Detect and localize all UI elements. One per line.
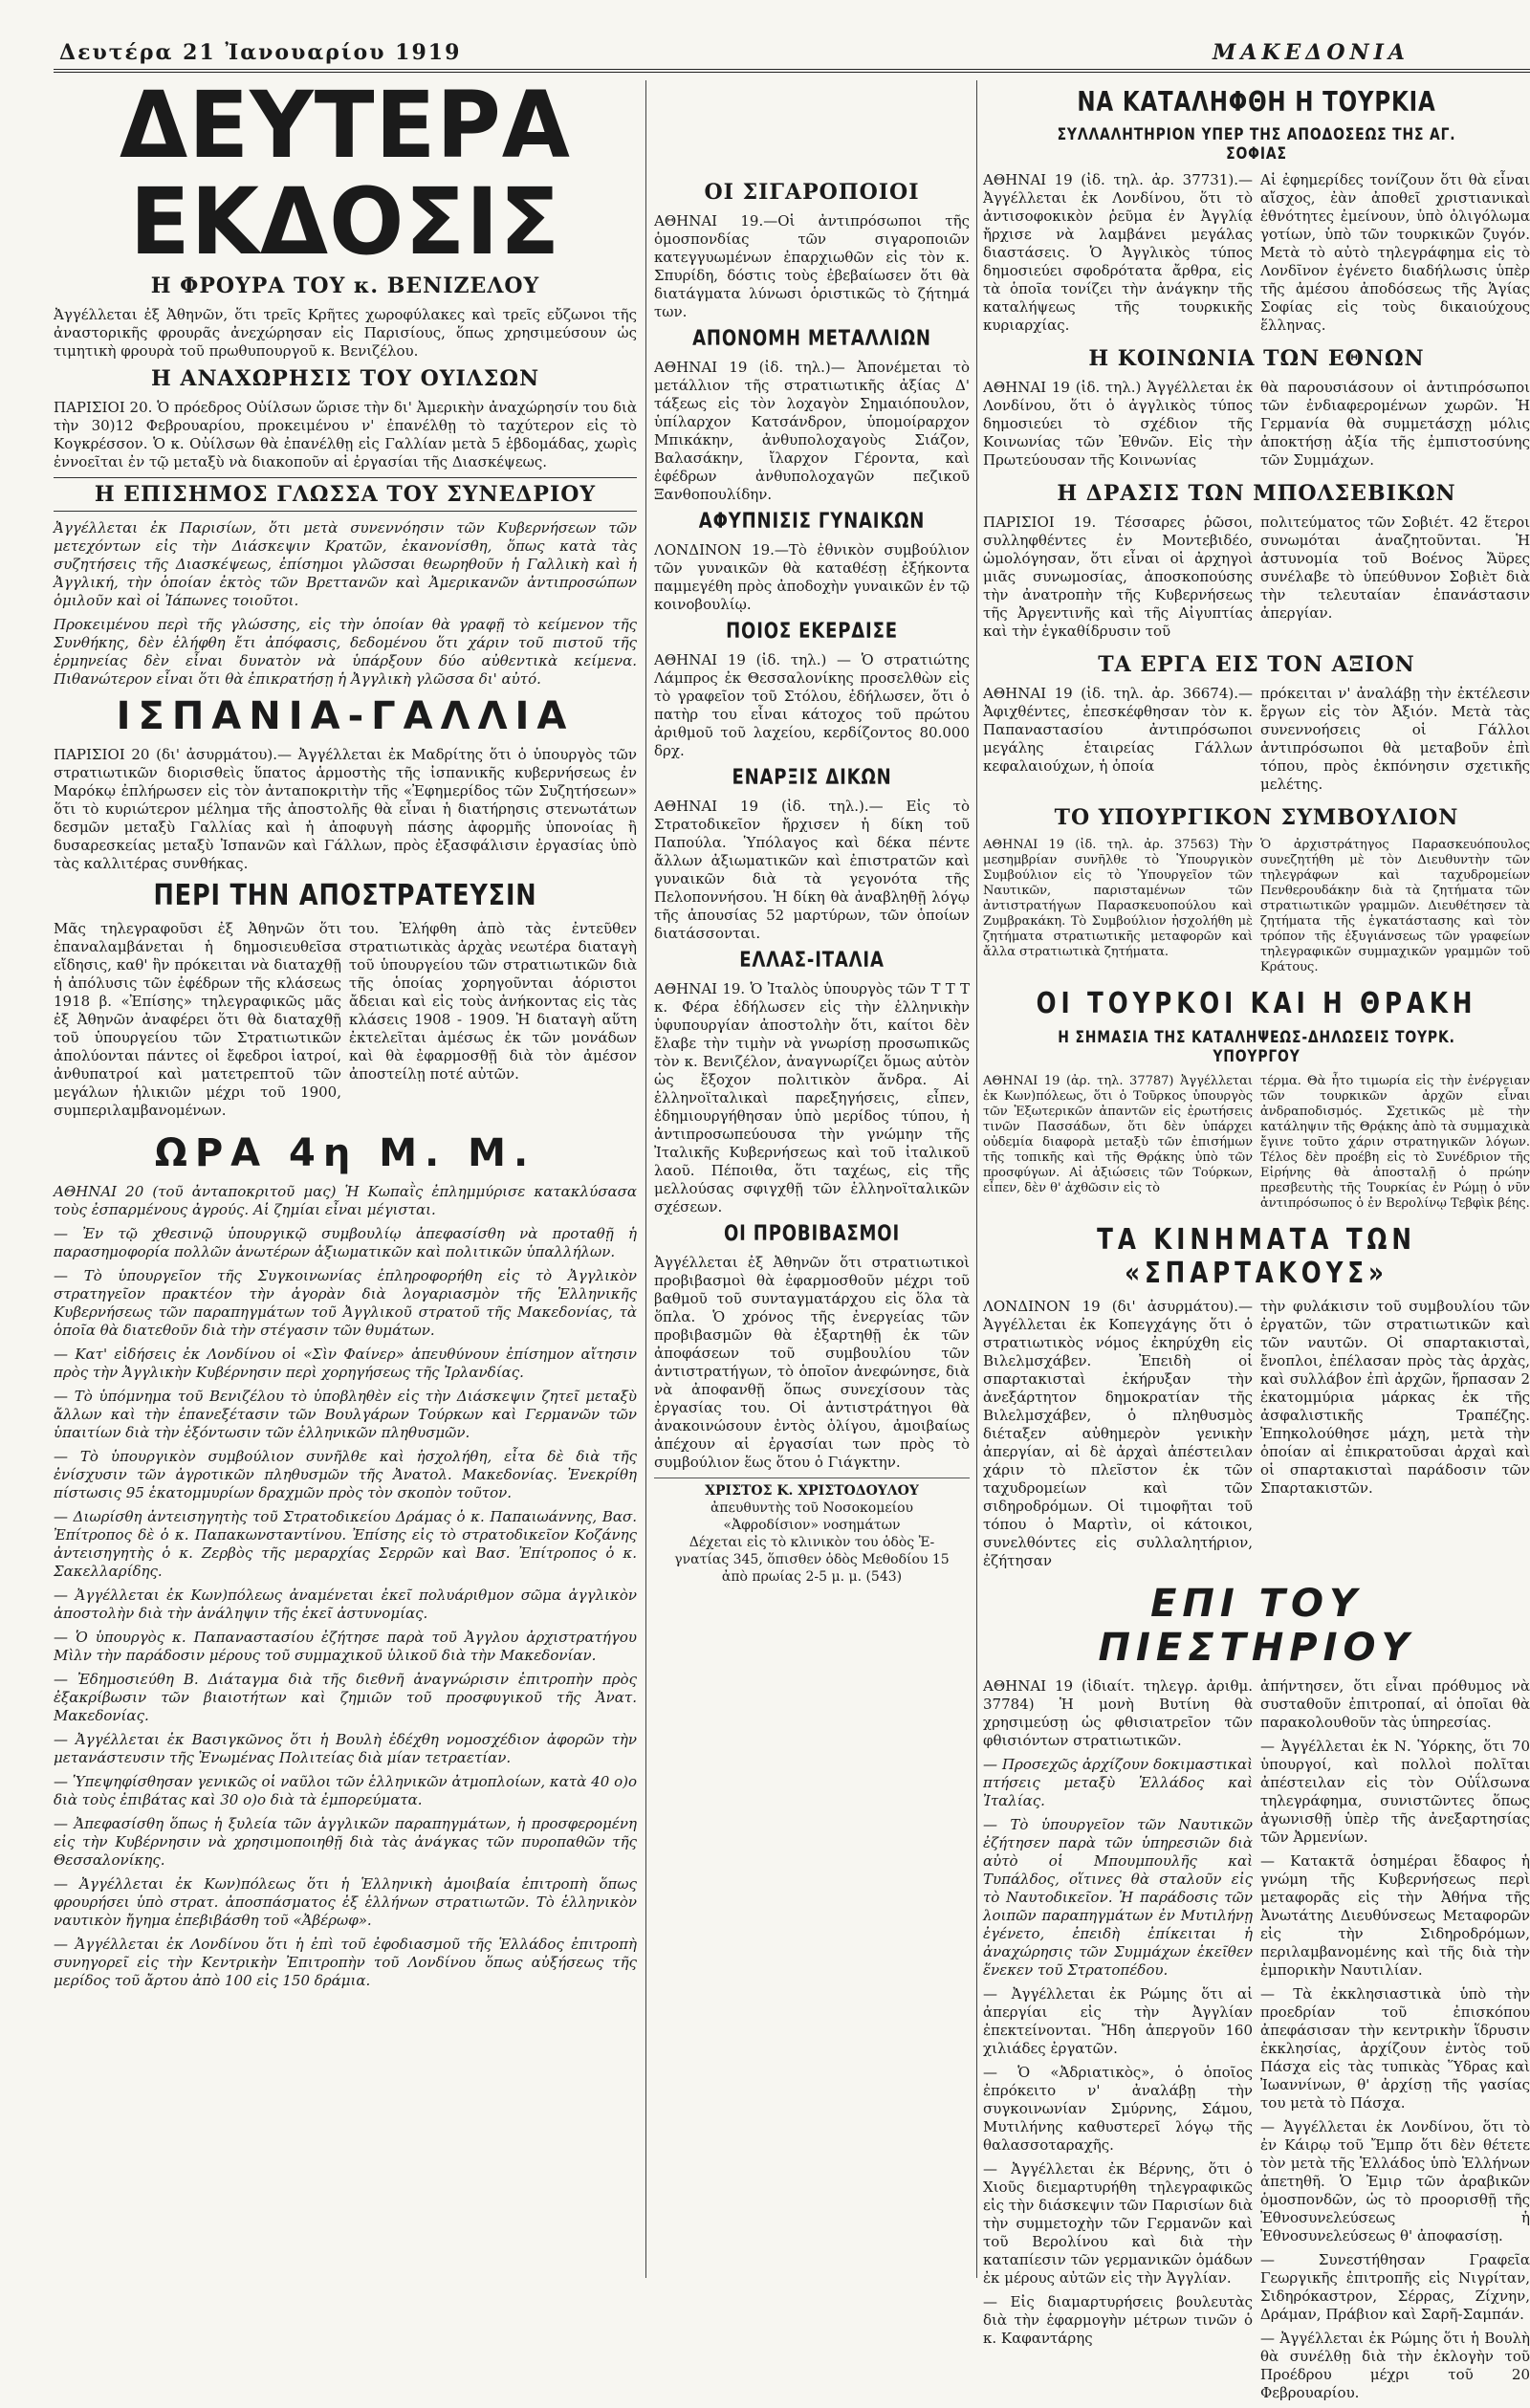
- article-heading: ΙΣΠΑΝΙΑ-ΓΑΛΛΙΑ: [116, 694, 575, 738]
- article-heading: ΝΑ ΚΑΤΑΛΗΦΘΗ Η ΤΟΥΡΚΙΑ: [1077, 86, 1436, 118]
- ad-name: ΧΡΙΣΤΟΣ Κ. ΧΡΙΣΤΟΔΟΥΛΟΥ: [705, 1483, 919, 1499]
- article-text: — Ἀγγέλλεται ἐκ Λονδίνου, ὅτι τὸ ἐν Κάιρῳ τοῦ Ἔμπρ ὅτι δὲν θέτετε τὸν μετὰ τῆς Ἑλλάδος ὑπὸ Ἑλλήνων ἀπετηθῆ. Ὁ Ἐμιρ τῶν ἀραβικῶν ὁμοσπονδῶν, ὡς τὸ προορισθῇ τῆς Ἐθνοσυνελεύσεως ἡ Ἐθνοσυνελεύσεως θ' ἀποφασίσῃ.: [1260, 2118, 1530, 2244]
- article-text: ΑΘΗΝΑΙ 19 (ἰδ. τηλ.)— Ἀπονέμεται τὸ μετάλλιον τῆς στρατιωτικῆς ἀξίας Δ' τάξεως εἰς τὸν λοχαγὸν Σημαιόπουλον, ὑπίλαρχον Κατσάνδρον, ὑπομοίραρχον Μπικάκην, ἀνθυπολοχαγοὺς Σιάζον, Βαλασάκην, ἴλαρχον Γέροντα, καὶ ἐφέδρων ἀνθυπολοχαγῶν πεζικοῦ Ξανθοπουλίδην.: [654, 359, 970, 503]
- article-text: — Ὑπεψηφίσθησαν γενικῶς οἱ ναῦλοι τῶν ἑλληνικῶν ἀτμοπλοίων, κατὰ 40 ο)ο διὰ τοὺς ἐπιβάτας καὶ 30 ο)ο διὰ τὰ ἐμπορεύματα.: [54, 1773, 637, 1808]
- article-heading: ΕΠΙ ΤΟΥ ΠΙΕΣΤΗΡΙΟΥ: [1098, 1582, 1415, 1670]
- article-text: του. Ἐλήφθη ἀπὸ τὰς ἐντεῦθεν στρατιωτικὰς ἀρχὰς νεωτέρα διαταγὴ τοῦ ὑπουργείου τῶν στρατιωτικῶν διὰ τῆς ὁποίας χορηγοῦνται ἀόριστοι ἄδειαι καὶ εἰς τοὺς ἀνήκοντας εἰς τὰς κλάσεις 1908 - 1909. Ἡ διαταγὴ αὕτη ἐκτελεῖται ἀμέσως ἐκ τῶν μονάδων καὶ θὰ ἐφαρμοσθῇ διὰ τὸν ἀμέσον ἀποστείλῃ ποτέ αὐτῶν.: [349, 920, 637, 1083]
- article-heading: ΟΙ ΣΙΓΑΡΟΠΟΙΟΙ: [704, 180, 920, 205]
- article-text: — Ἀγγέλλεται ἐκ Κων)πόλεως ἀναμένεται ἐκεῖ πολυάριθμον σῶμα ἀγγλικὸν ἀποστολὴν διὰ τὴν ἀνάληψιν τῆς ἐκεῖ ἀστυνομίας.: [54, 1587, 637, 1622]
- article-text: ΑΘΗΝΑΙ 19 (ἀρ. τηλ. 37787) Ἀγγέλλεται ἐκ Κων)πόλεως, ὅτι ὁ Τοῦρκος ὑπουργὸς τῶν Ἐξωτερικῶν ἀπαντῶν εἰς ἐρωτήσεις τινῶν Πασσάδων, ὅτι δὲν ὑπάρχει οὐδεμία διαφορὰ μεταξὺ τῶν ἐπισήμων τῆς τοπικῆς καὶ τῆς Θρᾴκης ὑπὸ τῶν προσφύγων. Αἱ ἀξιώσεις τῶν Τούρκων, εἶπεν, δὲν θ' ἀχθῶσιν εἰς τὸ: [983, 1074, 1253, 1195]
- article-heading: ΕΛΛΑΣ-ΙΤΑΛΙΑ: [739, 949, 885, 973]
- article-text: ΑΘΗΝΑΙ 19 (ἰδιαίτ. τηλεγρ. ἀριθμ. 37784) Ἡ μονὴ Βυτίνη θὰ χρησιμεύσῃ ὡς φθισιατρεῖον τῶν φθισιόντων στρατιωτικῶν.: [983, 1677, 1253, 1749]
- article-text: — Ὁ ὑπουργὸς κ. Παπαναστασίου ἐζήτησε παρὰ τοῦ Ἀγγλου ἀρχιστρατήγου Μὶλν τὴν παράδοσιν μέρους τοῦ συμμαχικοῦ ὑλικοῦ διὰ τὴν Μακεδονίαν.: [54, 1629, 637, 1664]
- article-text: — Διωρίσθη ἀντεισηγητὴς τοῦ Στρατοδικείου Δράμας ὁ κ. Παπαιωάννης, Βασ. Ἐπίτροπος δὲ ὁ κ. Παπακωνσταντίνου. Ἐπίσης εἰς τὸ στρατοδικεῖον Κοζάνης ἀντεισηγητὴς ὁ κ. Ζερβὸς τῆς μεραρχίας Σερρῶν καὶ Βασ. Ἐπίτροπος ὁ κ. Σακελλαρίδης.: [54, 1508, 637, 1580]
- article-text: — Τὸ ὑπουργεῖον τῆς Συγκοινωνίας ἐπληροφορήθη εἰς τὸ Ἀγγλικὸν στρατηγεῖον πρακτέον τὴν ἀγορὰν διὰ λογαριασμὸν τῆς Ἑλληνικῆς Κυβερνήσεως τῶν παραπηγμάτων τοῦ Ἀγγλικοῦ στρατοῦ τῆς Μακεδονίας, τὰ ὁποῖα θὰ διατεθοῦν διὰ τὴν στέγασιν τῶν θυμάτων.: [54, 1267, 637, 1339]
- ad-line: «Ἀφροδίσιον» νοσημάτων: [723, 1518, 901, 1533]
- article-text: τέρμα. Θὰ ἦτο τιμωρία εἰς τὴν ἐνέργειαν τῶν τουρκικῶν ἀρχῶν εἶναι ἀνδραποδισμός. Σχετικῶς μὲ τὴν κατάληψιν τῆς Θρᾴκης ἀπὸ τὰ συμμαχικὰ ἔγινε τοῦτο χάριν στρατηγικῶν λόγων. Τέλος δὲν προέβη εἰς τὸ Συνέδριον τῆς Εἰρήνης θὰ ἀποσταλῇ ὁ πρώην πρεσβευτὴς τῆς Τουρκίας ἐν Ρώμῃ ὁ νῦν ἀντιπρόσωπος ὁ ἐν Βερολίνῳ Τεβφὶκ βέης.: [1260, 1074, 1530, 1211]
- column-left: [54, 71, 637, 2280]
- article-text: — Συνεστήθησαν Γραφεῖα Γεωργικῆς ἐπιτροπῆς εἰς Νιγρίταν, Σιδηρόκαστρον, Σέρρας, Ζίχνην, Δράμαν, Πράβιον καὶ Σαρῆ-Σαμπάν.: [1260, 2251, 1530, 2323]
- article-text: πρόκειται ν' ἀναλάβῃ τὴν ἐκτέλεσιν ἔργων εἰς τὸν Ἀξιόν. Μετὰ τὰς συνεννοήσεις οἱ Γάλλοι ἀντιπρόσωποι θὰ μεταβοῦν ἐπὶ τόπου, πρὸς ἐκπόνησιν σχετικῆς μελέτης.: [1260, 685, 1530, 793]
- article-text: — Κατακτᾶ ὁσημέραι ἔδαφος ἡ γνώμη τῆς Κυβερνήσεως περὶ μεταφορᾶς εἰς τὴν Ἀθήνα τῆς Ἀνωτάτης Διευθύνσεως Μεταφορῶν εἰς τὴν Σιδηροδρόμων, περιλαμβανομένης καὶ τῆς διὰ τὴν ἐμπορικὴν Ναυτιλίαν.: [1260, 1852, 1530, 1979]
- article-text: ΠΑΡΙΣΙΟΙ 20. Ὁ πρόεδρος Οὐίλσων ὥρισε τὴν δι' Ἀμερικὴν ἀναχώρησίν του διὰ τὴν 30)12 Φεβρουαρίου, προκειμένου ν' ἐπανέλθῃ τὸ ταχύτερον εἰς τὸ Κογκρέσσον. Ὁ κ. Οὐίλσων θὰ ἐπανέλθῃ εἰς Γαλλίαν μετὰ 5 ἑβδομάδας, χωρὶς ἐννοεῖται ἐν τῷ μεταξὺ νὰ διακοποῦν αἱ ἐργασίαι τῆς Διασκέψεως.: [54, 399, 637, 471]
- article-text: ΠΑΡΙΣΙΟΙ 20 (δι' ἀσυρμάτου).— Ἀγγέλλεται ἐκ Μαδρίτης ὅτι ὁ ὑπουργὸς τῶν στρατιωτικῶν διορισθεὶς ὕπατος ἁρμοστὴς τῆς ἰσπανικῆς κυβερνήσεως ἐν Μαρόκῳ ἐπλήρωσεν εἰς τὸν ἀνταποκριτὴν τῆς «Ἐφημερίδος τῶν Συζητήσεων» ὅτι τὸ κυριώτερον μέλημα τῆς ἀποστολῆς θὰ εἶναι ἡ διατήρησις στενωτάτων δεσμῶν μεταξὺ Γαλλίας καὶ ἡ ἀποφυγὴ πάσης ἀφορμῆς ὑπονοίας ἢ δυσαρεσκείας μεταξὺ Ἰσπανῶν καὶ Γάλλων, πρὸς ἐξασφάλισιν ἐργασίας ὑπὸ τὰς καλλιτέρας συνθήκας.: [54, 746, 637, 872]
- article-text: ΑΘΗΝΑΙ 19 (ἰδ. τηλ.) Ἀγγέλλεται ἐκ Λονδίνου, ὅτι ὁ ἀγγλικὸς τύπος δημοσιεύει τὸ σχέδιον τῆς Κοινωνίας τῶν Ἐθνῶν. Εἰς τὴν Πρωτεύουσαν τῆς Κοινωνίας: [983, 379, 1253, 469]
- article-text: Ἀγγέλλεται ἐκ Παρισίων, ὅτι μετὰ συνεννόησιν τῶν Κυβερνήσεων τῶν μετεχόντων εἰς τὴν Διάσκεψιν Κρατῶν, ἐκανονίσθη, ὅπως κατὰ τὰς συζητήσεις τῆς Διασκέψεως, ἐπίσημοι γλῶσσαι θεωρηθοῦν ἡ Γαλλικὴ καὶ ἡ Ἀγγλική, τὴν ὁποίαν ἐκτὸς τῶν Βρεττανῶν καὶ Ἀμερικανῶν ἀντιπροσώπων ὁμιλοῦν καὶ οἱ Ἰάπωνες τοιοῦτοι.: [54, 519, 637, 609]
- article-text: — Προσεχῶς ἀρχίζουν δοκιμαστικαὶ πτήσεις μεταξὺ Ἑλλάδος καὶ Ἰταλίας.: [983, 1756, 1253, 1809]
- article-text: ΠΑΡΙΣΙΟΙ 19. Τέσσαρες ῥῶσοι, συλληφθέντες ἐν Μοντεβιδέο, ὡμολόγησαν, ὅτι εἶναι οἱ ἀρχηγοὶ μιᾶς συνωμοσίας, ἀποσκοπούσης τὴν ἀνατροπὴν τῆς Κυβερνήσεως τῆς Ἀργεντινῆς καὶ τῆς Αἰγυπτίας καὶ τὴν ἐγκαθίδρυσιν τοῦ: [983, 514, 1253, 640]
- article-text: ΑΘΗΝΑΙ 19 (ἰδ. τηλ.).— Εἰς τὸ Στρατοδικεῖον ἤρχισεν ἡ δίκη τοῦ Παπούλα. Ὑπόλαγος καὶ δέκα πέντε ἄλλων ἀξιωματικῶν καὶ ἐπιστρατῶν καὶ γυναικῶν διὰ τὰ γεγονότα τῆς Πελοποννήσου. Ἡ δίκη θὰ ἀναβληθῇ λόγῳ τῆς ἀπουσίας 52 μαρτύρων, τῶν ὁποίων διατάσσονται.: [654, 798, 970, 942]
- article-text: θὰ παρουσιάσουν οἱ ἀντιπρόσωποι τῶν ἐνδιαφερομένων χωρῶν. Ἡ Γερμανία θὰ συμμετάσχῃ μόλις ἀποκτήσῃ ἀξία τῆς ἐμπιστοσύνης τῶν Συμμάχων.: [1260, 379, 1530, 469]
- article-text: — Τὸ ὑπουργεῖον τῶν Ναυτικῶν ἐζήτησεν παρὰ τῶν ὑπηρεσιῶν διὰ αὐτὸ οἱ Μπουμπουλῆς καὶ Τυπάλδος, οἵτινες θὰ σταλοῦν εἰς τὸ Ναυτοδικεῖον. Ἡ παράδοσις τῶν λοιπῶν παραπηγμάτων ἐν Μυτιλήνῃ ἐγένετο, ἐπειδὴ ἐπίκειται ἡ ἀναχώρησις τῶν Συμμάχων ἐκεῖθεν ἕνεκεν τοῦ Στρατοπέδου.: [983, 1816, 1253, 1979]
- article-text: — Τὸ ὑπόμνημα τοῦ Βενιζέλου τὸ ὑποβληθὲν εἰς τὴν Διάσκεψιν ζητεῖ μεταξὺ ἄλλων καὶ τὴν ἐπανεξέτασιν τῶν Βουλγάρων Τούρκων καὶ Γερμανῶν τῶν ὑπαιτίων διὰ τὴν ἐξόντωσιν τῶν ἑλληνικῶν πληθυσμῶν.: [54, 1388, 637, 1441]
- column-rule: [645, 80, 646, 2278]
- two-column-block: [983, 171, 1530, 340]
- article-text: — Ἐδημοσιεύθη Β. Διάταγμα διὰ τῆς διεθνῆ ἀναγνώρισιν ἐπιτροπὴν πρὸς ἐξακρίβωσιν τῶν βιαιοτήτων καὶ ζημιῶν τοῦ προσφυγικοῦ τῆς Ἀνατ. Μακεδονίας.: [54, 1671, 637, 1724]
- page-header: [54, 38, 1530, 73]
- article-text: ΑΘΗΝΑΙ 19 (ἰδ. τηλ. ἀρ. 37731).— Ἀγγέλλεται ἐκ Λονδίνου, ὅτι τὸ ἀντισοφοκικὸν ῥεῦμα ἐν Ἀγγλίᾳ ἤρχισε νὰ λαμβάνει μεγάλας διαστάσεις. Ὁ Ἀγγλικὸς τύπος δημοσιεύει σφοδρότατα ἄρθρα, εἰς τὰ ὁποῖα τονίζει τὴν ἀνάγκην τῆς καταλήψεως τῆς τουρκικῆς κυριαρχίας.: [983, 171, 1253, 334]
- two-column-block: [983, 1074, 1530, 1217]
- article-text: — Ἀγγέλλεται ἐκ Ν. Ὑόρκης, ὅτι 70 ὑπουργοί, καὶ πολλοὶ πολῖται ἀπέστειλαν εἰς τὸν Οὐΐλσωνα τηλεγράφημα, συνιστῶντες ὅπως ἀγωνισθῇ ὑπὲρ τῆς ἀνεξαρτησίας τῶν Ἀρμενίων.: [1260, 1738, 1530, 1846]
- two-column-block: [983, 1298, 1530, 1576]
- article-text: ΑΘΗΝΑΙ 20 (τοῦ ἀνταποκριτοῦ μας) Ἡ Κωπαῒς ἐπλημμύρισε κατακλύσασα τοὺς ἐσπαρμένους ἀγρούς. Αἱ ζημίαι εἶναι μέγισται.: [54, 1183, 637, 1218]
- two-column-block: [983, 838, 1530, 981]
- article-text: — Τὸ ὑπουργικὸν συμβούλιον συνῆλθε καὶ ἠσχολήθη, εἶτα δὲ διὰ τῆς ἐνίσχυσιν τῶν ἀγροτικῶν πληθυσμῶν τῆς Ἀνατολ. Μακεδονίας. Ἐνεκρίθη πίστωσις 95 ἑκατομμυρίων δραχμῶν πρὸς τὸν σκοπὸν τοῦτον.: [54, 1448, 637, 1501]
- article-text: — Ἀγγέλλεται ἐκ Κων)πόλεως ὅτι ἡ Ἑλληνικὴ ἀμοιβαία ἐπιτροπὴ ὅπως φρουρήσει ὑπὸ στρατ. ἀποσπάσματος ἐξ ἑλλήνων στρατιωτῶν. Τὸ ἑλληνικὸν ναυτικὸν ἤγημα ἐπεβιβάσθη τοῦ «Ἀβέρωφ».: [54, 1875, 637, 1929]
- article-text: Αἱ ἐφημερίδες τονίζουν ὅτι θὰ εἶναι αἴσχος, ἐὰν ἀποθεῖ χριστιανικαὶ ἐθνότητες ἐμείνουν, ὑπὸ ὀλιγόλωμα γοτίων, ὑπὸ τῶν τουρκικῶν ζυγόν. Μετὰ τὸ αὐτὸ τηλεγράφημα εἰς τὸ Λονδῖνον ἐγένετο διαδήλωσις ὑπὲρ τῆς ἀμέσου ἀποδόσεως τῆς Ἁγίας Σοφίας εἰς τοὺς δικαιούχους ἕλληνας.: [1260, 171, 1530, 334]
- article-heading: ΤΑ ΕΡΓΑ ΕΙΣ ΤΟΝ ΑΞΙΟΝ: [1098, 652, 1415, 677]
- article-heading: Η ΑΝΑΧΩΡΗΣΙΣ ΤΟΥ ΟΥΙΛΣΩΝ: [150, 366, 540, 391]
- newspaper-name: ΜΑΚΕΔΟΝΙΑ: [1212, 40, 1410, 65]
- newspaper-page: [54, 0, 1530, 2401]
- article-heading: ΑΠΟΝΟΜΗ ΜΕΤΑΛΛΙΩΝ: [692, 327, 931, 351]
- ad-line: ἀπὸ πρωίας 2-5 μ. μ. (543): [721, 1569, 903, 1585]
- ad-line: ἀπευθυντὴς τοῦ Νοσοκομείου: [710, 1500, 914, 1516]
- article-text: ΛΟΝΔΙΝΟΝ 19 (δι' ἀσυρμάτου).— Ἀγγέλλεται ἐκ Κοπεγχάγης ὅτι ὁ στρατιωτικὸς νόμος ἐκηρύχθη εἰς Βιλελμσχάβεν. Ἐπειδὴ οἱ σπαρτακισταὶ ἐκήρυξαν τὴν ἀνεξάρτητον δημοκρατίαν τῆς Βιλελμσχάβεν, ὁ πληθυσμὸς διέταξεν αὐθημερὸν γενικὴν ἀπεργίαν, αἱ δὲ ἀρχαὶ ἀπέστειλαν χάριν τὸ πλεῖστον ἐκ τῶν ταχυδρομείων καὶ τῶν σιδηροδρόμων. Οἱ τιμοφῆται τοῦ τόπου ὁ Μαρτὶν, οἱ κάτοικοι, συνελθόντες εἰς συλλαλητήριον, ἐζήτησαν: [983, 1298, 1253, 1569]
- article-text: Μᾶς τηλεγραφοῦσι ἐξ Ἀθηνῶν ὅτι ἐπαναλαμβάνεται ἡ δημοσιευθεῖσα εἴδησις, καθ' ἣν πρόκειται νὰ διαταχθῇ ἡ ἀπόλυσις τῶν ἐφέδρων τῆς κλάσεως 1918 β. «Ἐπίσης» τηλεγραφικῶς μᾶς ἐξ Ἀθηνῶν ἀναφέρει ὅτι θὰ διαταχθῇ τοῦ ὑπουργείου τῶν Στρατιωτικῶν ἀπολύονται πάντες οἱ ἔφεδροι ἰατροί, ἀνθυπατροί καὶ ματετρεπτοῦ τῶν μεγάλων ἡλικιῶν μέχρι τοῦ 1900, συμπεριλαμβανομένων.: [54, 920, 341, 1119]
- column-middle: [654, 80, 970, 2280]
- article-text: — Εἰς διαμαρτυρήσεις βουλευτὰς διὰ τὴν ἐφαρμογὴν μέτρων τινῶν ὁ κ. Καφαντάρης: [983, 2293, 1253, 2347]
- article-text: — Ὁ «Ἀδριατικὸς», ὁ ὁποῖος ἐπρόκειτο ν' ἀναλάβῃ τὴν συγκοινωνίαν Σμύρνης, Σάμου, Μυτιλήνης καθυστερεῖ λόγῳ τῆς θαλασσοταραχῆς.: [983, 2064, 1253, 2154]
- article-text: ΑΘΗΝΑΙ 19 (ἰδ. τηλ. ἀρ. 37563) Τὴν μεσημβρίαν συνῆλθε τὸ Ὑπουργικὸν Συμβούλιον εἰς τὸ Ὑπουργεῖον τῶν Ναυτικῶν, παρισταμένων τῶν ἀντιστρατήγων Παρασκευοπούλου καὶ Ζυμβρακάκη. Τὸ Συμβούλιον ἠσχολήθη μὲ ζητήματα στρατιωτικῆς μεταφορῶν καὶ ἄλλα στρατιωτικὰ ζητήματα.: [983, 838, 1253, 959]
- two-column-block: [983, 379, 1530, 475]
- article-heading: ΠΟΙΟΣ ΕΚΕΡΔΙΣΕ: [726, 620, 898, 644]
- article-text: Ἀγγέλλεται ἐξ Ἀθηνῶν, ὅτι τρεῖς Κρῆτες χωροφύλακες καὶ τρεῖς εὔζωνοι τῆς ἀναστορικῆς φρουρᾶς ἀνεχώρησαν εἰς Παρισίους, ὅπως χρησιμεύσουν ὡς τιμητικὴ φρουρὰ τοῦ πρωθυπουργοῦ κ. Βενιζέλου.: [54, 306, 637, 360]
- article-text: — Τὰ ἐκκλησιαστικὰ ὑπὸ τὴν προεδρίαν τοῦ ἐπισκόπου ἀπεφάσισαν τὴν κεντρικὴν ἵδρυσιν ἐκκλησίας, ἀρχίζουν ἐντὸς τοῦ Πάσχα εἰς τὰς τυπικὰς Ὕδρας καὶ Ἰωαννίνων, θ' ἀρχίσῃ τῆς γασίας του μετὰ τὸ Πάσχα.: [1260, 1985, 1530, 2112]
- article-heading: Η ΚΟΙΝΩΝΙΑ ΤΩΝ ΕΘΝΩΝ: [1088, 346, 1425, 371]
- article-text: ΑΘΗΝΑΙ 19.—Οἱ ἀντιπρόσωποι τῆς ὁμοσπονδίας τῶν σιγαροποιῶν κατεγγυωμένων ἐπαρχιωθῶν εἰς τὸν κ. Σπυρίδη, δόστις τοὺς ἐβεβαίωσεν ὅτι θὰ διατάγματα λύνωσι ὁριστικῶς τὸ ζήτημά των.: [654, 212, 970, 320]
- column-right: [983, 80, 1530, 2401]
- article-heading: ΩΡΑ 4η Μ. Μ.: [154, 1131, 536, 1175]
- two-column-block: [983, 514, 1530, 646]
- article-text: ΑΘΗΝΑΙ 19 (ἰδ. τηλ. ἀρ. 36674).— Ἀφιχθέντες, ἐπεσκέφθησαν τὸν κ. Παπαναστασίου ἀντιπρόσωποι μεγάλης ἑταιρείας Γάλλων κεφαλαιούχων, ἡ ὁποία: [983, 685, 1253, 775]
- article-text: Ὁ ἀρχιστράτηγος Παρασκευόπουλος συνεζητήθη μὲ τὸν Διευθυντὴν τῶν τηλεγράφων καὶ ταχυδρομείων Πενθερουδάκην διὰ τὰ ζητήματα τῶν στρατιωτικῶν γραμμῶν. Διευθέτησεν τὰ ζητήματα τῆς ἐγκατάστασης καὶ τὸν τρόπον τῆς ἐξυγιάνσεως τῶν γραφείων τηλεγραφικῶν συμμαχικῶν γραμμῶν τοῦ Κράτους.: [1260, 838, 1530, 974]
- edition-banner: ΔΕΥΤΕΡΑ ΕΚΔΟΣΙΣ: [120, 71, 571, 276]
- article-heading: Η ΔΡΑΣΙΣ ΤΩΝ ΜΠΟΛΣΕΒΙΚΩΝ: [1057, 481, 1456, 506]
- article-text: τὴν φυλάκισιν τοῦ συμβουλίου τῶν ἐργατῶν, τῶν στρατιωτικῶν καὶ τῶν ναυτῶν. Οἱ σπαρτακισταὶ, ἔνοπλοι, ἐπέλασαν πρὸς τὰς ἀρχὰς, καὶ συλλάβον ἐπὶ ἀρχῶν, ἥρπασαν 2 ἑκατομμύρια μάρκας ἐκ τῆς ἀσφαλιστικῆς Τραπέζης. Ἐπηκολούθησε μάχη, μετὰ τὴν ὁποίαν αἱ ἐπικρατοῦσαι ἀρχαὶ καὶ οἱ σπαρτακισταὶ παράδοσιν τῶν Σπαρτακιστῶν.: [1260, 1298, 1530, 1497]
- article-text: — Ἐν τῷ χθεσινῷ ὑπουργικῷ συμβουλίῳ ἀπεφασίσθη νὰ προταθῇ ἡ παρασημοφορία πολλῶν ἀνωτέρων ἀξιωματικῶν καὶ πολιτικῶν ὑπαλλήλων.: [54, 1225, 637, 1260]
- article-text: — Ἀπεφασίσθη ὅπως ἡ ξυλεία τῶν ἀγγλικῶν παραπηγμάτων, ἡ προσφερομένη εἰς τὴν Κυβέρνησιν νὰ χρησιμοποιηθῇ διὰ τὰς ἀνάγκας τῶν πυροπαθῶν τῆς Θεσσαλονίκης.: [54, 1815, 637, 1869]
- ad-line: Δέχεται εἰς τὸ κλινικὸν του ὁδὸς Ἐ-: [688, 1535, 935, 1550]
- article-heading: ΤΑ ΚΙΝΗΜΑΤΑ ΤΩΝ «ΣΠΑΡΤΑΚΟΥΣ»: [1097, 1223, 1416, 1290]
- article-text: — Ἀγγέλλεται ἐκ Ρώμης ὅτι ἡ Βουλὴ θὰ συνέλθῃ διὰ τὴν ἐκλογὴν τοῦ Προέδρου μέχρι τοῦ 20 Φεβρουαρίου.: [1260, 2330, 1530, 2401]
- article-text: — Ἀγγέλλεται ἐκ Λονδίνου ὅτι ἡ ἐπὶ τοῦ ἐφοδιασμοῦ τῆς Ἑλλάδος ἐπιτροπὴ συνηγορεῖ εἰς τὴν Κεντρικὴν Ἐπιτροπὴν τοῦ Λονδίνου ὅπως αὐξήσεως τῆς μερίδος τοῦ ἄρτου ἀπὸ 100 εἰς 150 δράμια.: [54, 1936, 637, 1989]
- ad-line: γνατίας 345, ὅπισθεν ὁδὸς Μεθοδίου 15: [674, 1552, 950, 1567]
- article-text: ΑΘΗΝΑΙ 19 (ἰδ. τηλ.) — Ὁ στρατιώτης Λάμπρος ἐκ Θεσσαλονίκης προσελθὼν εἰς τὸ γραφεῖον τοῦ Στόλου, ἐδήλωσεν, ὅτι ὁ πατὴρ του εἶναι κάτοχος τοῦ πρώτου ἀριθμοῦ τοῦ λαχείου, κερδίζοντος 80.000 δρχ.: [654, 651, 970, 759]
- article-text: ΑΘΗΝΑΙ 19. Ὁ Ἰταλὸς ὑπουργὸς τῶν Τ Τ Τ κ. Φέρα ἐδήλωσεν εἰς τὴν ἑλληνικὴν ὑφυπουργίαν ἀποστολὴν ὅτι, καίτοι δὲν ἔλαβε τὴν τιμὴν νὰ γνωρίσῃ προσωπικῶς τὸν κ. Βενιζέλον, ἀναγνωρίζει ὅμως αὐτὸν ὡς ἔξοχον πολιτικὸν ἄνδρα. Αἱ ἑλληνοϊταλικαὶ παρεξηγήσεις, εἶπεν, ἐδημιουργήθησαν ὑπὸ μερίδος τύπου, ἡ ἀντιπροσωπεύουσα τὴν γνώμην τῆς Ἰταλικῆς Κυβερνήσεως καὶ τοῦ ἰταλικοῦ λαοῦ. Πέποιθα, ὅτι ταχέως, εἰς τῆς μελλούσας σφιγχθῇ τῶν ἑλληνοϊταλικῶν σχέσεων.: [654, 980, 970, 1215]
- article-text: ΛΟΝΔΙΝΟΝ 19.—Τὸ ἐθνικὸν συμβούλιον τῶν γυναικῶν θὰ καταθέσῃ ἐξήκοντα παμμεγέθη πρὸς ἀποδοχὴν γυναικῶν ἐν τῷ κοινοβουλίῳ.: [654, 541, 970, 613]
- two-column-block: [983, 1677, 1530, 2408]
- two-column-block: [983, 685, 1530, 799]
- article-text: — Κατ' εἰδήσεις ἐκ Λονδίνου οἱ «Σὶν Φαίνερ» ἀπευθύνουν ἐπίσημον αἴτησιν πρὸς τὴν Ἀγγλικὴν Κυβέρνησιν περὶ χορηγήσεως τῆς Ἰρλανδίας.: [54, 1346, 637, 1381]
- article-heading: ΑΦΥΠΝΙΣΙΣ ΓΥΝΑΙΚΩΝ: [698, 510, 926, 534]
- article-subheading: ΣΥΛΛΑΛΗΤΗΡΙΟΝ ΥΠΕΡ ΤΗΣ ΑΠΟΔΟΣΕΩΣ ΤΗΣ ΑΓ. ΣΟΦΙΑΣ: [1057, 125, 1456, 164]
- article-heading: ΤΟ ΥΠΟΥΡΓΙΚΟΝ ΣΥΜΒΟΥΛΙΟΝ: [1054, 805, 1459, 830]
- article-text: — Ἀγγέλλεται ἐκ Βέρνης, ὅτι ὁ Χιοῦς διεμαρτυρήθη τηλεγραφικῶς εἰς τὴν διάσκεψιν τῶν Παρισίων διὰ τὴν συμμετοχὴν τῶν Γερμανῶν καὶ τοῦ Βερολίνου καὶ διὰ τὴν καταπίεσιν τῶν γερμανικῶν ὁμάδων ἐκ μέρους αὐτῶν εἰς τὴν Ἀγγλίαν.: [983, 2160, 1253, 2287]
- article-text: Ἀγγέλλεται ἐξ Ἀθηνῶν ὅτι στρατιωτικοὶ προβιβασμοὶ θὰ ἐφαρμοσθοῦν μέχρι τοῦ βαθμοῦ τοῦ συνταγματάρχου εἰς ὅλα τὰ ὅπλα. Ὁ χρόνος τῆς ἐνεργείας τῶν προβιβασμῶν θὰ ἐξαρτηθῇ ἐκ τῶν ἀποφάσεων τοῦ συμβουλίου τῶν ἀντιστρατήγων, τὸ ὁποῖον ἀνεφώνησε, διὰ νὰ ἀποφανθῇ ὅπως συνεχίσουν τὰς ἐργασίας του. Οἱ ἀντιστράτηγοι θὰ ἀνακοινώσουν ἐντὸς ὀλίγου, ἀμοιβαίως ἀπέχουν αἱ ἐργασίαι των πρὸς τὸ συμβούλιον ἕως ὅτου ὁ Γιάγκτην.: [654, 1254, 970, 1471]
- article-heading: Η ΕΠΙΣΗΜΟΣ ΓΛΩΣΣΑ ΤΟΥ ΣΥΝΕΔΡΙΟΥ: [54, 477, 637, 512]
- article-heading: ΠΕΡΙ ΤΗΝ ΑΠΟΣΤΡΑΤΕΥΣΙΝ: [153, 879, 537, 912]
- article-heading: ΟΙ ΠΡΟΒΙΒΑΣΜΟΙ: [724, 1222, 900, 1246]
- article-heading: Η ΦΡΟΥΡΑ ΤΟΥ κ. ΒΕΝΙΖΕΛΟΥ: [150, 274, 540, 298]
- article-subheading: Η ΣΗΜΑΣΙΑ ΤΗΣ ΚΑΤΑΛΗΨΕΩΣ-ΔΗΛΩΣΕΙΣ ΤΟΥΡΚ. ΥΠΟΥΡΓΟΥ: [1058, 1028, 1455, 1066]
- article-text: — Ἀγγέλλεται ἐκ Ρώμης ὅτι αἱ ἀπεργίαι εἰς τὴν Ἀγγλίαν ἐπεκτείνονται. Ἤδη ἀπεργοῦν 160 χιλιάδες ἐργατῶν.: [983, 1985, 1253, 2057]
- article-text: ἀπήντησεν, ὅτι εἶναι πρόθυμος νὰ συσταθοῦν ἐπιτροπαί, αἱ ὁποῖαι θὰ παρακολουθοῦν τὰς ὑπηρεσίας.: [1260, 1677, 1530, 1731]
- issue-date: Δευτέρα 21 Ἰανουαρίου 1919: [59, 40, 462, 65]
- two-column-block: [54, 920, 637, 1126]
- article-heading: ΟΙ ΤΟΥΡΚΟΙ ΚΑΙ Η ΘΡΑΚΗ: [1036, 987, 1477, 1020]
- article-heading: ΕΝΑΡΞΙΣ ΔΙΚΩΝ: [732, 766, 892, 790]
- doctor-advertisement: [654, 1478, 970, 1586]
- article-text: — Ἀγγέλλεται ἐκ Βασιγκῶνος ὅτι ἡ Βουλὴ ἐδέχθη νομοσχέδιον ἀφορῶν τὴν μετανάστευσιν τῆς Ἑνωμένας Πολιτείας διὰ μίαν τετραετίαν.: [54, 1731, 637, 1766]
- article-text: Προκειμένου περὶ τῆς γλώσσης, εἰς τὴν ὁποίαν θὰ γραφῇ τὸ κείμενον τῆς Συνθήκης, δὲν ἐλήφθη ἔτι ἀπόφασις, δεδομένου ὅτι χάριν τοῦ πιστοῦ τῆς ἑρμηνείας δὲν εἶναι δυνατὸν νὰ ὑπάρξουν δύο αὐθεντικὰ κείμενα. Πιθανώτερον εἶναι ὅτι θὰ ἐπικρατήσῃ ἡ Ἀγγλικὴ γλῶσσα δι' αὐτό.: [54, 616, 637, 688]
- column-rule: [976, 80, 977, 2278]
- article-text: πολιτεύματος τῶν Σοβιέτ. 42 ἕτεροι συνωμόται ἀναζητοῦνται. Ἡ ἀστυνομία τοῦ Βοένος Ἄϋρες συνέλαβε τὸ ὑπεύθυνον Σοβιὲτ διὰ τὴν τελευταίαν ἐπανάστασιν ἀπεργίαν.: [1260, 514, 1530, 622]
